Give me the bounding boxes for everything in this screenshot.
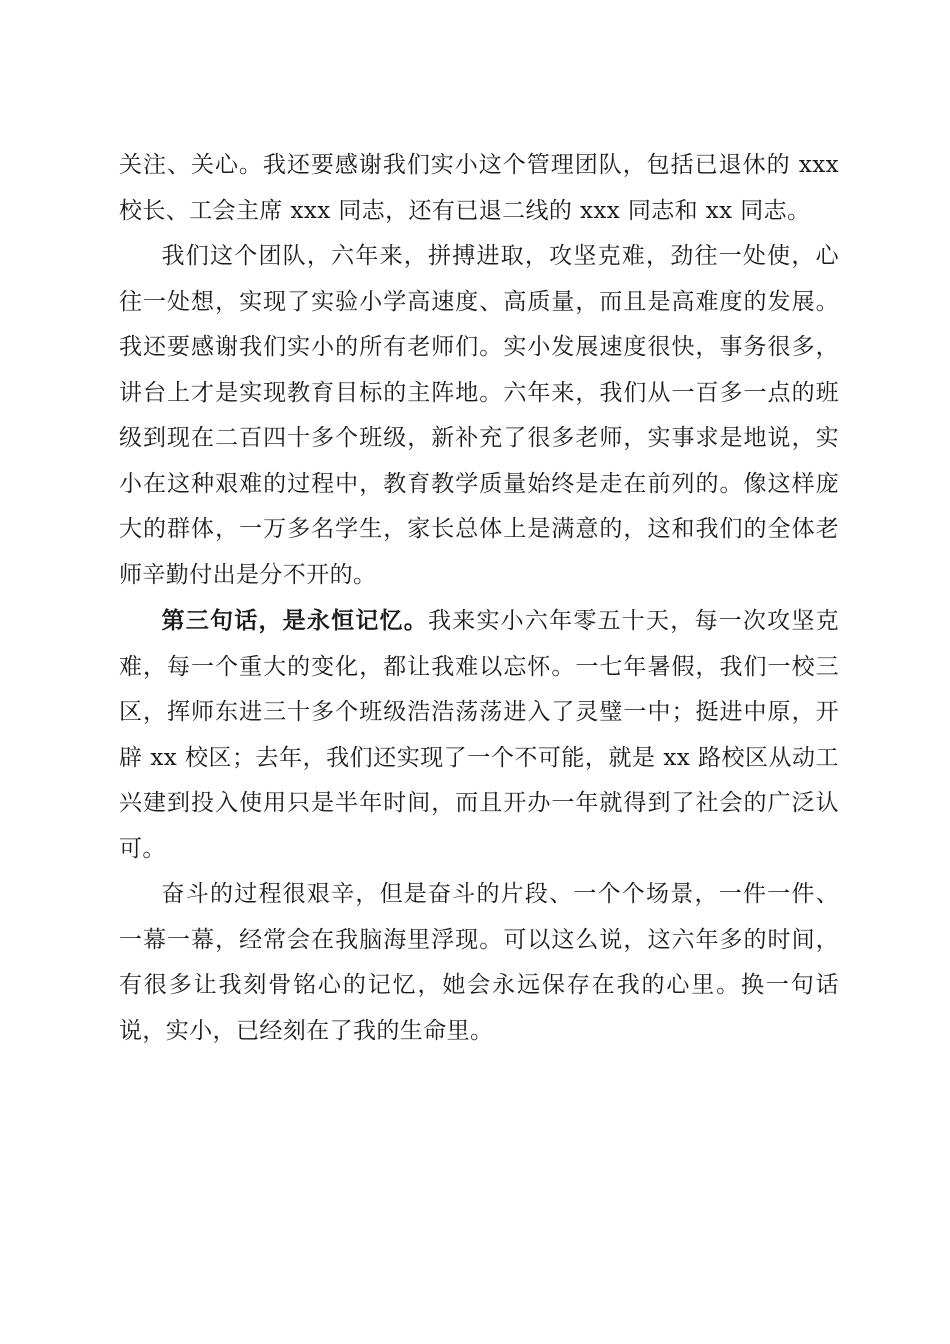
paragraph-lead: 第三句话，是永恒记忆。 bbox=[161, 607, 429, 634]
paragraph-third-phrase bbox=[119, 598, 839, 872]
paragraph-text: 奋斗的过程很艰辛，但是奋斗的片段、一个个场景，一件一件、一幕一幕，经常会在我脑海里浮现。可以这么说，这六年多的时间，有很多让我刻骨铭心的记忆，她会永远保存在我的心里。换一句话说，实小，已经刻在了我的生命里。 bbox=[119, 881, 839, 1044]
paragraph-text: 我们这个团队，六年来，拼搏进取，攻坚克难，劲往一处使，心往一处想，实现了实验小学高速度、高质量，而且是高难度的发展。我还要感谢我们实小的所有老师们。实小发展速度很快，事务很多，讲台上才是实现教育目标的主阵地。六年来，我们从一百多一点的班级到现在二百四十多个班级，新补充了很多老师，实事求是地说，实小在这种艰难的过程中，教育教学质量始终是走在前列的。像这样庞大的群体，一万多名学生，家长总体上是满意的，这和我们的全体老师辛勤付出是分不开的。 bbox=[119, 243, 839, 588]
document-body bbox=[119, 143, 839, 1054]
paragraph-continuation bbox=[119, 143, 839, 234]
paragraph-text: 关注、关心。我还要感谢我们实小这个管理团队，包括已退休的 xxx 校长、工会主席 xxx 同志，还有已退二线的 xxx 同志和 xx 同志。 bbox=[119, 152, 839, 224]
paragraph-struggle bbox=[119, 872, 839, 1054]
paragraph-team bbox=[119, 234, 839, 598]
paragraph-text: 我来实小六年零五十天，每一次攻坚克难，每一个重大的变化，都让我难以忘怀。一七年暑假，我们一校三区，挥师东进三十多个班级浩浩荡荡进入了灵璧一中；挺进中原，开辟 xx 校区；去年，我们还实现了一个不可能，就是 xx 路校区从动工兴建到投入使用只是半年时间，而且开办一年就得到了社会的广泛认可。 bbox=[119, 608, 839, 862]
